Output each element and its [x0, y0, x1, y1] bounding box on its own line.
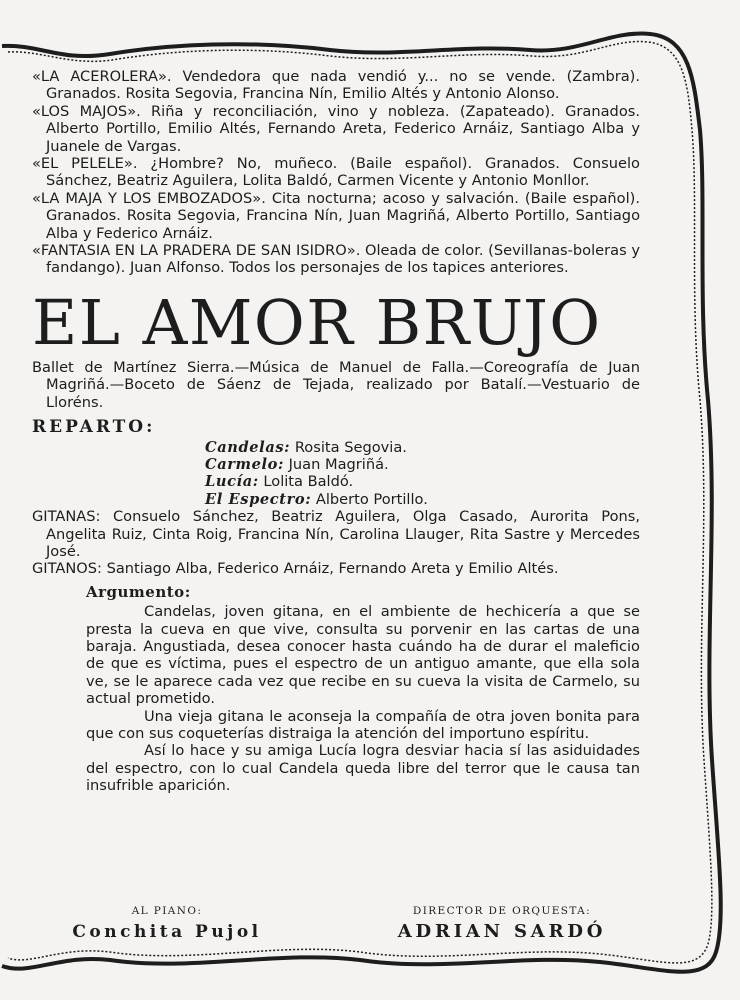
cast-role: Lucía: [205, 473, 259, 491]
cast-actor: Juan Magriñá. [288, 455, 389, 473]
main-title: EL AMOR BRUJO [32, 285, 602, 359]
ballet-la-acerolera: «LA ACEROLERA». Vendedora que nada vendió y... no se vende. (Zambra). Granados. Rosita Segovia, Francina Nín, Emilio Altés y Antonio Alonso. [32, 68, 640, 103]
ballet-los-majos: «LOS MAJOS». Riña y reconciliación, vino y nobleza. (Zapateado). Granados. Alberto Portillo, Emilio Altés, Fernando Areta, Federico Arnáiz, Santiago Alba y Juanele de Vargas. [32, 102, 640, 155]
pianist-label: AL PIANO: [131, 905, 203, 917]
cast-actor: Rosita Segovia. [294, 438, 407, 456]
argumento-paragraph: Una vieja gitana le aconseja la compañía de otra joven bonita para que con sus coqueterías distraiga la atención del importuno espíritu. [86, 707, 640, 742]
argumento-paragraph: Así lo hace y su amiga Lucía logra desviar hacia sí las asiduidades del espectro, con lo cual Candela queda libre del terror que le causa tan insufrible aparición. [86, 742, 640, 795]
conductor-block [372, 905, 632, 943]
ballet-credits: Ballet de Martínez Sierra.—Música de Manuel de Falla.—Coreografía de Juan Magriñá.—Boceto de Sáenz de Tejada, realizado por Batalí.—Vestuario de Lloréns. [32, 358, 640, 411]
gitanas-list: GITANAS: Consuelo Sánchez, Beatriz Aguilera, Olga Casado, Aurorita Pons, Angelita Ruiz, Cinta Roig, Francina Nín, Carolina Llauger, Rita Sastre y Mercedes José. [32, 508, 640, 560]
cast-list [205, 439, 640, 509]
cast-actor: Lolita Baldó. [263, 473, 354, 491]
gitanos-list: GITANOS: Santiago Alba, Federico Arnáiz, Fernando Areta y Emilio Altés. [32, 560, 559, 578]
conductor-name: ADRIAN SARDÓ [397, 921, 607, 942]
cast-row-lucia [205, 473, 640, 490]
reparto-heading: REPARTO: [32, 417, 156, 438]
program-content [32, 68, 640, 795]
argumento-paragraph: Candelas, joven gitana, en el ambiente de hechicería a que se presta la cueva en que vive, consulta su porvenir en las cartas de una baraja. Angustiada, desea conocer hasta cuándo ha de durar el maleficio de que es víctima, pues el espectro de un antiguo amante, que ella sola ve, se le aparece cada vez que recibe en su cueva la visita de Carmelo, su actual prometido. [86, 603, 640, 708]
pianist-name: Conchita Pujol [72, 922, 262, 942]
cast-role: El Espectro: [205, 490, 312, 508]
cast-row-candelas [205, 439, 640, 456]
ballet-la-maja-y-los-embozados: «LA MAJA Y LOS EMBOZADOS». Cita nocturna; acoso y salvación. (Baile español). Granados. Rosita Segovia, Francina Nín, Juan Magriñá, Alberto Portillo, Santiago Alba y Federico Arnáiz. [32, 189, 640, 242]
cast-row-carmelo [205, 456, 640, 473]
cast-row-el-espectro [205, 491, 640, 508]
cast-role: Carmelo: [205, 455, 284, 473]
ballet-el-pelele: «EL PELELE». ¿Hombre? No, muñeco. (Baile español). Granados. Consuelo Sánchez, Beatriz Aguilera, Lolita Baldó, Carmen Vicente y Antonio Monllor. [32, 155, 640, 190]
pianist-block [52, 905, 282, 943]
cast-actor: Alberto Portillo. [315, 490, 428, 508]
cast-role: Candelas: [205, 438, 291, 456]
conductor-label: DIRECTOR DE ORQUESTA: [412, 905, 592, 917]
ballet-fantasia-pradera: «FANTASIA EN LA PRADERA DE SAN ISIDRO». Oleada de color. (Sevillanas-boleras y fandango). Juan Alfonso. Todos los personajes de los tapices anteriores. [32, 242, 640, 277]
argumento-heading: Argumento: [86, 582, 191, 601]
